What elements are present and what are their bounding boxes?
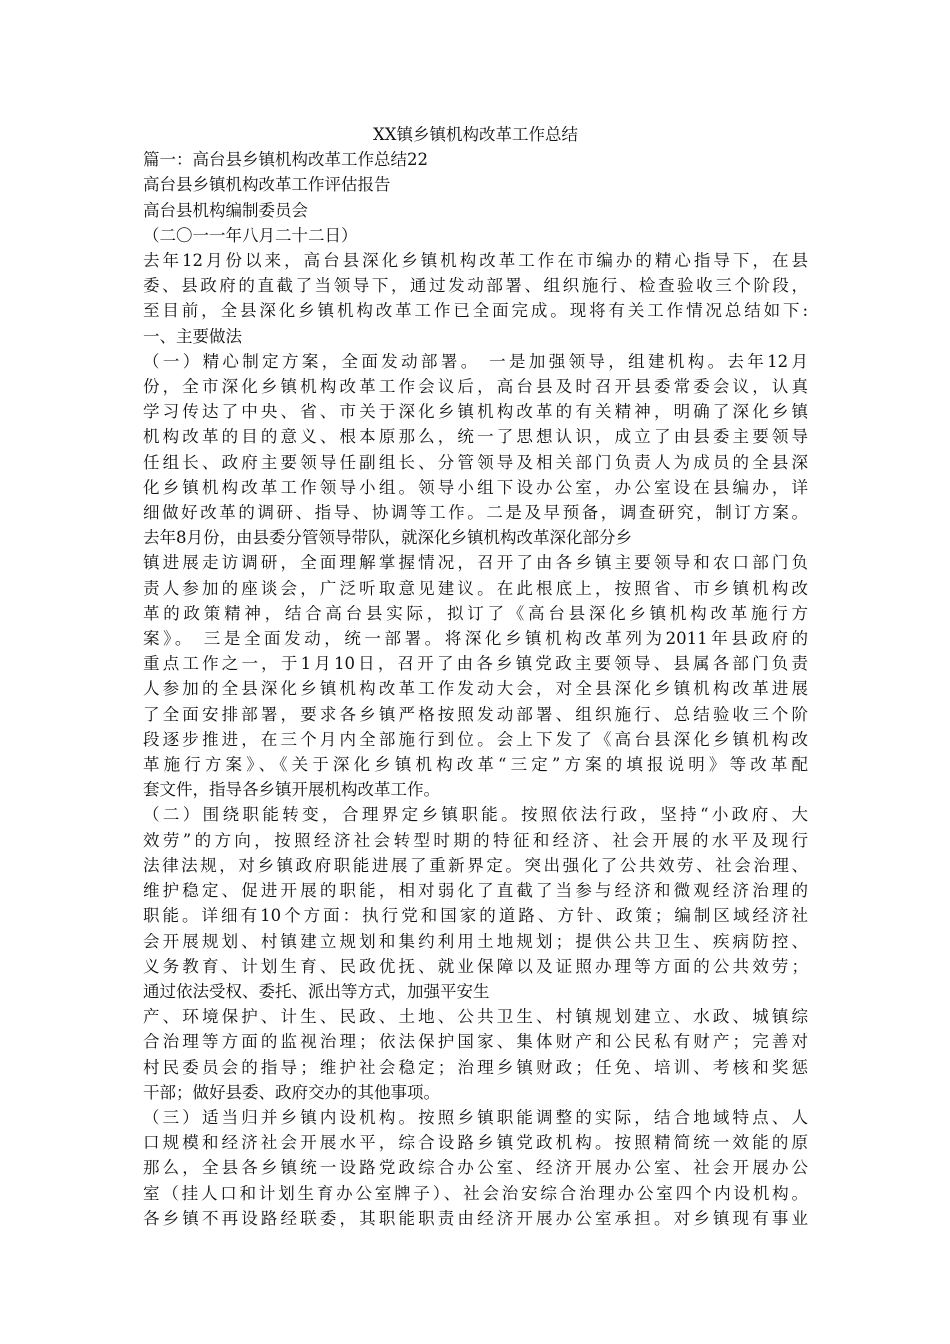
text-line: 机构改革的目的意义、根本原那么，统一了思想认识，成立了由县委主要领导 xyxy=(143,427,808,447)
text-line: 套文件，指导各乡镇开展机构改革工作。 xyxy=(143,780,440,800)
text-line: 维护稳定、促进开展的职能，相对弱化了直截了当参与经济和微观经济治理的 xyxy=(143,881,808,901)
text-line: 去年8月份，由县委分管领导带队，就深化乡镇机构改革深化部分乡 xyxy=(143,528,632,548)
text-line: 段逐步推进，在三个月内全部施行到位。会上下发了《高台县深化乡镇机构改 xyxy=(143,729,808,749)
document-body xyxy=(143,147,808,1231)
text-line: 委、县政府的直截了当领导下，通过发动部署、组织施行、检查验收三个阶段， xyxy=(143,276,808,296)
text-line: 高台县机构编制委员会 xyxy=(143,200,308,220)
text-line: 各乡镇不再设路经联委，其职能职责由经济开展办公室承担。对乡镇现有事业 xyxy=(143,1208,808,1228)
text-line: 细做好改革的调研、指导、协调等工作。二是及早预备，调查研究，制订方案。 xyxy=(143,503,808,523)
text-line: 一、主要做法 xyxy=(143,326,242,346)
text-line: 去年12月份以来，高台县深化乡镇机构改革工作在市编办的精心指导下，在县 xyxy=(143,251,808,271)
text-line: 室（挂人口和计划生育办公室牌子）、社会治安综合治理办公室四个内设机构。 xyxy=(143,1183,808,1203)
text-line: （二）围绕职能转变，合理界定乡镇职能。按照依法行政，坚持“小政府、大 xyxy=(143,805,808,825)
text-line: 份，全市深化乡镇机构改革工作会议后，高台县及时召开县委常委会议，认真 xyxy=(143,377,808,397)
text-line: 革施行方案》、《关于深化乡镇机构改革“三定”方案的填报说明》等改革配 xyxy=(143,755,808,775)
text-line: 责人参加的座谈会，广泛听取意见建议。在此根底上，按照省、市乡镇机构改 xyxy=(143,578,808,598)
text-line: 法律法规，对乡镇政府职能进展了重新界定。突出强化了公共效劳、社会治理、 xyxy=(143,855,808,875)
text-line: 那么，全县各乡镇统一设路党政综合办公室、经济开展办公室、社会开展办公 xyxy=(143,1158,808,1178)
document-page xyxy=(143,122,808,1231)
text-line: 效劳”的方向，按照经济社会转型时期的特征和经济、社会开展的水平及现行 xyxy=(143,830,808,850)
text-line: 重点工作之一，于1月10日，召开了由各乡镇党政主要领导、县属各部门负责 xyxy=(143,654,808,674)
text-line: 学习传达了中央、省、市关于深化乡镇机构改革的有关精神，明确了深化乡镇 xyxy=(143,402,808,422)
text-line: （一）精心制定方案，全面发动部署。 一是加强领导，组建机构。去年12月 xyxy=(143,351,808,371)
text-line: 义务教育、计划生育、民政优抚、就业保障以及证照办理等方面的公共效劳； xyxy=(143,956,808,976)
text-line: 篇一：高台县乡镇机构改革工作总结22 xyxy=(143,150,428,170)
text-line: 合治理等方面的监视治理；依法保护国家、集体财产和公民私有财产；完善对 xyxy=(143,1032,808,1052)
text-line: 干部；做好县委、政府交办的其他事项。 xyxy=(143,1082,440,1102)
text-line: 革的政策精神，结合高台县实际，拟订了《高台县深化乡镇机构改革施行方 xyxy=(143,603,808,623)
text-line: 职能。详细有10个方面：执行党和国家的道路、方针、政策；编制区域经济社 xyxy=(143,906,808,926)
text-line: 会开展规划、村镇建立规划和集约利用土地规划；提供公共卫生、疾病防控、 xyxy=(143,931,808,951)
text-line: 案》。 三是全面发动，统一部署。将深化乡镇机构改革列为2011年县政府的 xyxy=(143,629,808,649)
text-line: 高台县乡镇机构改革工作评估报告 xyxy=(143,175,391,195)
text-line: 产、环境保护、计生、民政、土地、公共卫生、村镇规划建立、水政、城镇综 xyxy=(143,1007,808,1027)
text-line: 化乡镇机构改革工作领导小组。领导小组下设办公室，办公室设在县编办，详 xyxy=(143,477,808,497)
text-line: （二〇一一年八月二十二日） xyxy=(143,225,358,245)
text-line: 镇进展走访调研，全面理解掌握情况，召开了由各乡镇主要领导和农口部门负 xyxy=(143,553,808,573)
document-title: XX镇乡镇机构改革工作总结 xyxy=(373,125,578,144)
text-line: 任组长、政府主要领导任副组长、分管领导及相关部门负责人为成员的全县深 xyxy=(143,452,808,472)
text-line: 村民委员会的指导；维护社会稳定；治理乡镇财政；任免、培训、考核和奖惩 xyxy=(143,1057,808,1077)
text-line: 至目前，全县深化乡镇机构改革工作已全面完成。现将有关工作情况总结如下: xyxy=(143,301,808,321)
text-line: （三）适当归并乡镇内设机构。按照乡镇职能调整的实际，结合地域特点、人 xyxy=(143,1107,808,1127)
text-line: 口规模和经济社会开展水平，综合设路乡镇党政机构。按照精简统一效能的原 xyxy=(143,1133,808,1153)
text-line: 了全面安排部署，要求各乡镇严格按照发动部署、组织施行、总结验收三个阶 xyxy=(143,704,808,724)
text-line: 人参加的全县深化乡镇机构改革工作发动大会，对全县深化乡镇机构改革进展 xyxy=(143,679,808,699)
text-line: 通过依法受权、委托、派出等方式，加强平安生 xyxy=(143,981,490,1001)
